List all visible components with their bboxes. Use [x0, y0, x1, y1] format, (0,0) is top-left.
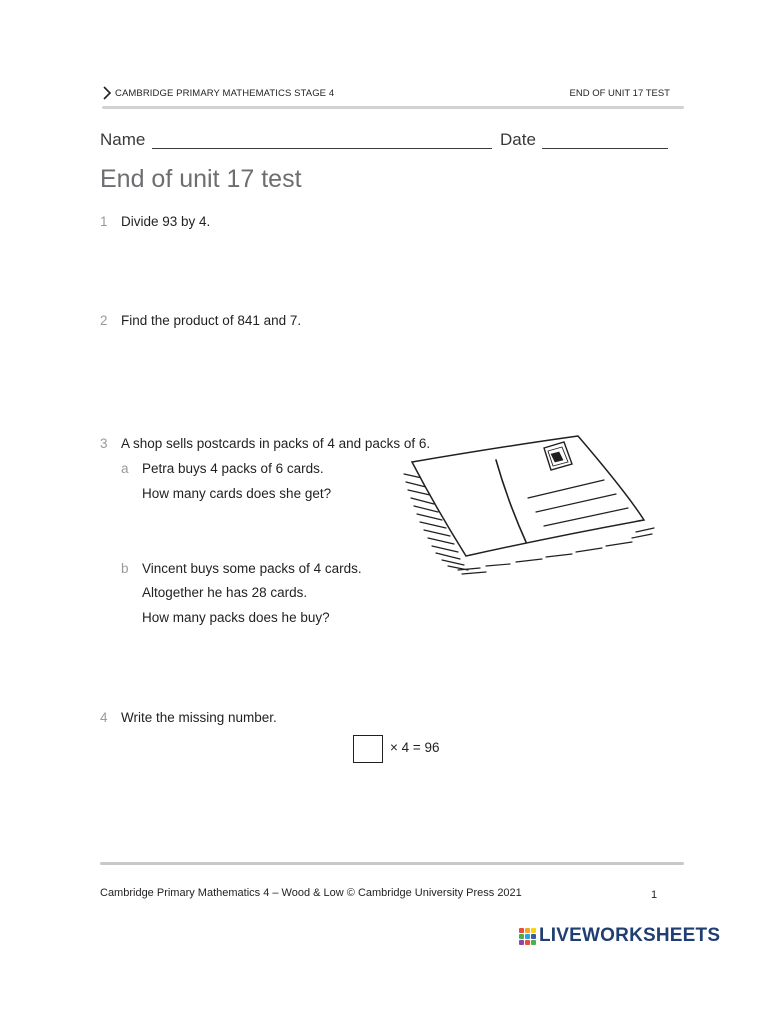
logo-tile — [525, 940, 530, 945]
header-series-title: CAMBRIDGE PRIMARY MATHEMATICS STAGE 4 — [115, 87, 335, 99]
sub-question-line: How many cards does she get? — [142, 486, 332, 501]
sub-question-line: Petra buys 4 packs of 6 cards. — [142, 461, 324, 476]
sub-question-letter: a — [121, 461, 129, 476]
logo-tile — [531, 934, 536, 939]
question-text: Divide 93 by 4. — [121, 214, 211, 229]
running-header-left — [102, 86, 334, 100]
logo-tile — [525, 928, 530, 933]
page-title: End of unit 17 test — [100, 165, 302, 193]
question-number: 1 — [100, 214, 108, 229]
header-divider — [102, 106, 684, 109]
liveworksheets-brand[interactable] — [519, 925, 720, 947]
question-text: Find the product of 841 and 7. — [121, 313, 302, 328]
postcard-stack-icon — [396, 432, 658, 580]
question-number: 4 — [100, 710, 108, 725]
logo-tile — [519, 940, 524, 945]
page-number: 1 — [651, 889, 658, 901]
chevron-right-icon — [102, 86, 112, 100]
missing-number-input[interactable] — [353, 735, 383, 763]
date-label: Date — [500, 130, 536, 149]
sub-question-line: Vincent buys some packs of 4 cards. — [142, 561, 362, 576]
header-test-title: END OF UNIT 17 TEST — [569, 88, 670, 99]
date-field[interactable] — [542, 148, 668, 149]
student-fields — [100, 130, 672, 156]
question-number: 2 — [100, 313, 108, 328]
logo-tile — [531, 940, 536, 945]
name-field[interactable] — [152, 148, 492, 149]
question-number: 3 — [100, 436, 108, 451]
logo-tile — [519, 928, 524, 933]
logo-tile — [531, 928, 536, 933]
sub-question-line: Altogether he has 28 cards. — [142, 585, 308, 600]
footer-copyright: Cambridge Primary Mathematics 4 – Wood & Low © Cambridge University Press 2021 — [100, 887, 522, 899]
sub-question-line: How many packs does he buy? — [142, 610, 330, 625]
sub-question-letter: b — [121, 561, 129, 576]
question-text: A shop sells postcards in packs of 4 and packs of 6. — [121, 436, 431, 451]
logo-tile — [525, 934, 530, 939]
name-label: Name — [100, 130, 146, 149]
question-text: Write the missing number. — [121, 710, 277, 725]
brand-text: LIVEWORKSHEETS — [539, 925, 721, 946]
liveworksheets-logo-icon — [519, 928, 536, 945]
footer-divider — [100, 862, 684, 865]
logo-tile — [519, 934, 524, 939]
equation-text: × 4 = 96 — [390, 740, 440, 755]
